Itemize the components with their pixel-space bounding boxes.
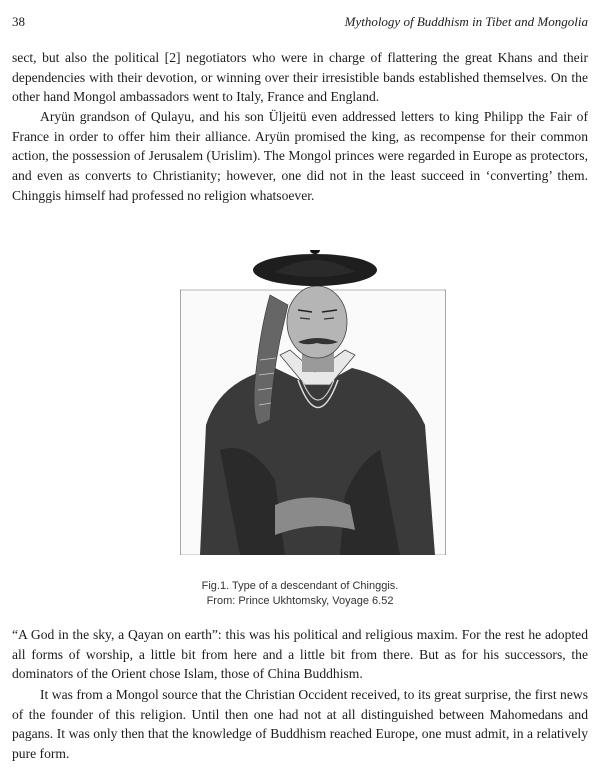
paragraph-1: sect, but also the political [2] negotiators who were in charge of flattering the great Khans and their dependencies with their devotion, or winning over their irresistible bands established themselves. On the other hand Mongol ambassadors went to Italy, France and England. <box>12 50 588 105</box>
paragraph-2: Aryün grandson of Qulayu, and his son Üljeitü even addressed letters to king Philipp the Fair of France in order to offer him their alliance. Aryün promised the king, as recompense for their common action, the possession of Jerusalem (Urislim). The Mongol princes were regarded in Europe as protectors, and even as converts to Christianity; however, one did not in the least succeed in ‘converting’ them. Chinggis himself had professed no religion whatsoever. <box>12 109 588 203</box>
running-title: Mythology of Buddhism in Tibet and Mongolia <box>344 14 588 29</box>
figure-caption-line2: From: Prince Ukhtomsky, Voyage 6.52 <box>206 595 394 607</box>
page-number: 38 <box>12 14 25 29</box>
portrait-figure <box>180 250 446 555</box>
page-header <box>12 14 588 34</box>
paragraph-3: “A God in the sky, a Qayan on earth”: this was his political and religious maxim. For the rest he adopted all forms of worship, a little bit from here and a little bit from there. But as for his successors, the dominators of the Orient chose Islam, those of China Buddhism. <box>12 627 588 682</box>
figure-caption-line1: Fig.1. Type of a descendant of Chinggis. <box>201 580 399 592</box>
portrait-engraving <box>180 250 446 555</box>
paragraph-4: It was from a Mongol source that the Christian Occident received, to its great surprise, the first news of the founder of this religion. Until then one had not at all distinguished between Mahomedans and pagans. It was only then that the knowledge of Buddhism reached Europe, one must admit, in a relatively pure form. <box>12 687 588 762</box>
